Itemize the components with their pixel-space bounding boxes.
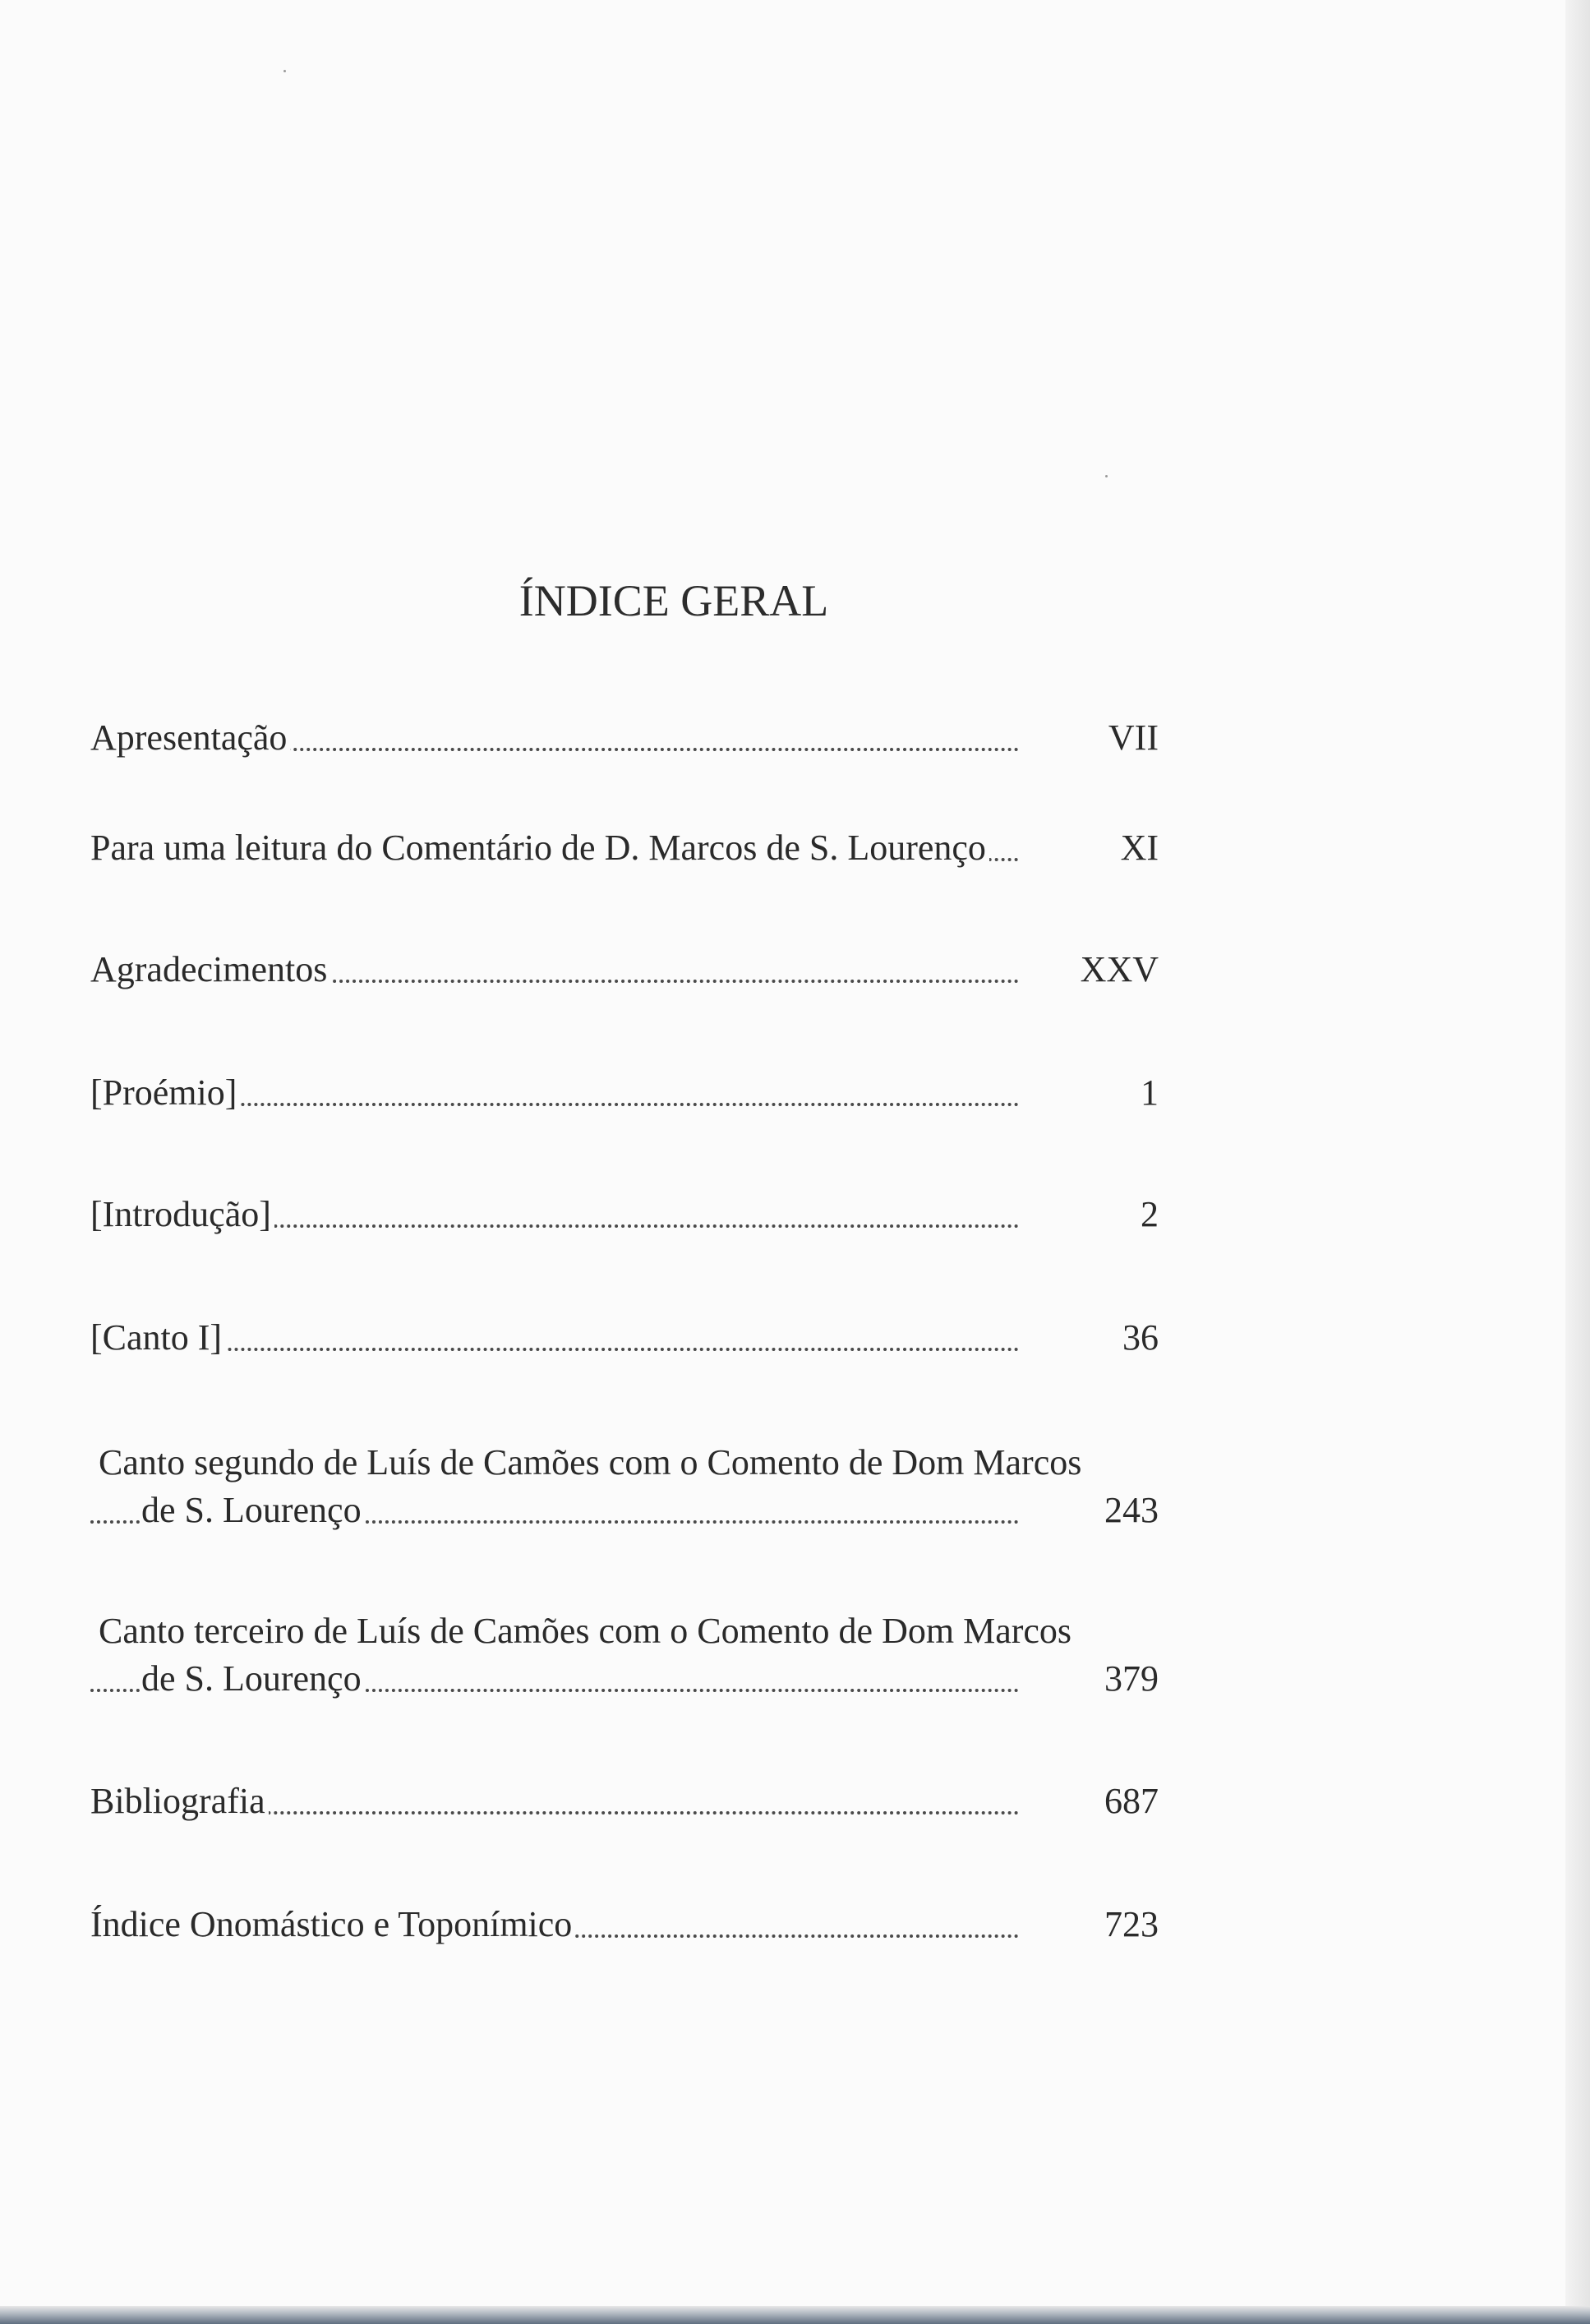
toc-entry [90, 713, 1159, 763]
toc-entry [90, 1068, 1159, 1118]
toc-entry-title-line: Canto terceiro de Luís de Camões com o Comento de Dom Marcos [99, 1611, 1072, 1651]
toc-entry [90, 1313, 1159, 1363]
toc-entry-page: 723 [1104, 1904, 1159, 1944]
toc-entry-label: [Introdução] [90, 1190, 274, 1239]
toc-entry-page: VII [1108, 717, 1159, 758]
toc-entry-page: 36 [1122, 1317, 1159, 1358]
page-title: ÍNDICE GERAL [518, 576, 829, 625]
toc-entry-label: Bibliografia [90, 1777, 269, 1826]
toc-entry [90, 1190, 1159, 1239]
toc-entry [90, 1438, 1159, 1537]
toc-entry-label: de S. Lourenço [141, 1486, 365, 1535]
toc-entry-label: de S. Lourenço [141, 1654, 365, 1704]
toc-entry-label: [Proémio] [90, 1068, 240, 1118]
toc-entry-label: Apresentação [90, 713, 290, 763]
toc-entry-page: 687 [1104, 1781, 1159, 1821]
toc-entry-page: XI [1120, 828, 1159, 868]
toc-entry-label: Agradecimentos [90, 945, 330, 994]
toc-entry [90, 1607, 1159, 1705]
toc-entry [90, 823, 1159, 873]
toc-entry-page: 2 [1141, 1194, 1159, 1234]
toc-entry-label: [Canto I] [90, 1313, 225, 1363]
toc-entry-label: Para uma leitura do Comentário de D. Marcos de S. Lourenço [90, 823, 989, 873]
toc-entry-page: 1 [1141, 1072, 1159, 1113]
dot-leader [90, 1348, 1019, 1351]
toc-entry-page: 243 [1104, 1490, 1159, 1530]
toc-entry-title-line: Canto segundo de Luís de Camões com o Comento de Dom Marcos [99, 1442, 1082, 1482]
toc-entry [90, 1777, 1159, 1826]
toc-entry [90, 1900, 1159, 1949]
toc-entry [90, 945, 1159, 994]
toc-entry-label: Índice Onomástico e Toponímico [90, 1900, 575, 1949]
toc-entry-page: 379 [1104, 1658, 1159, 1699]
toc-entry-page: XXV [1080, 949, 1159, 989]
